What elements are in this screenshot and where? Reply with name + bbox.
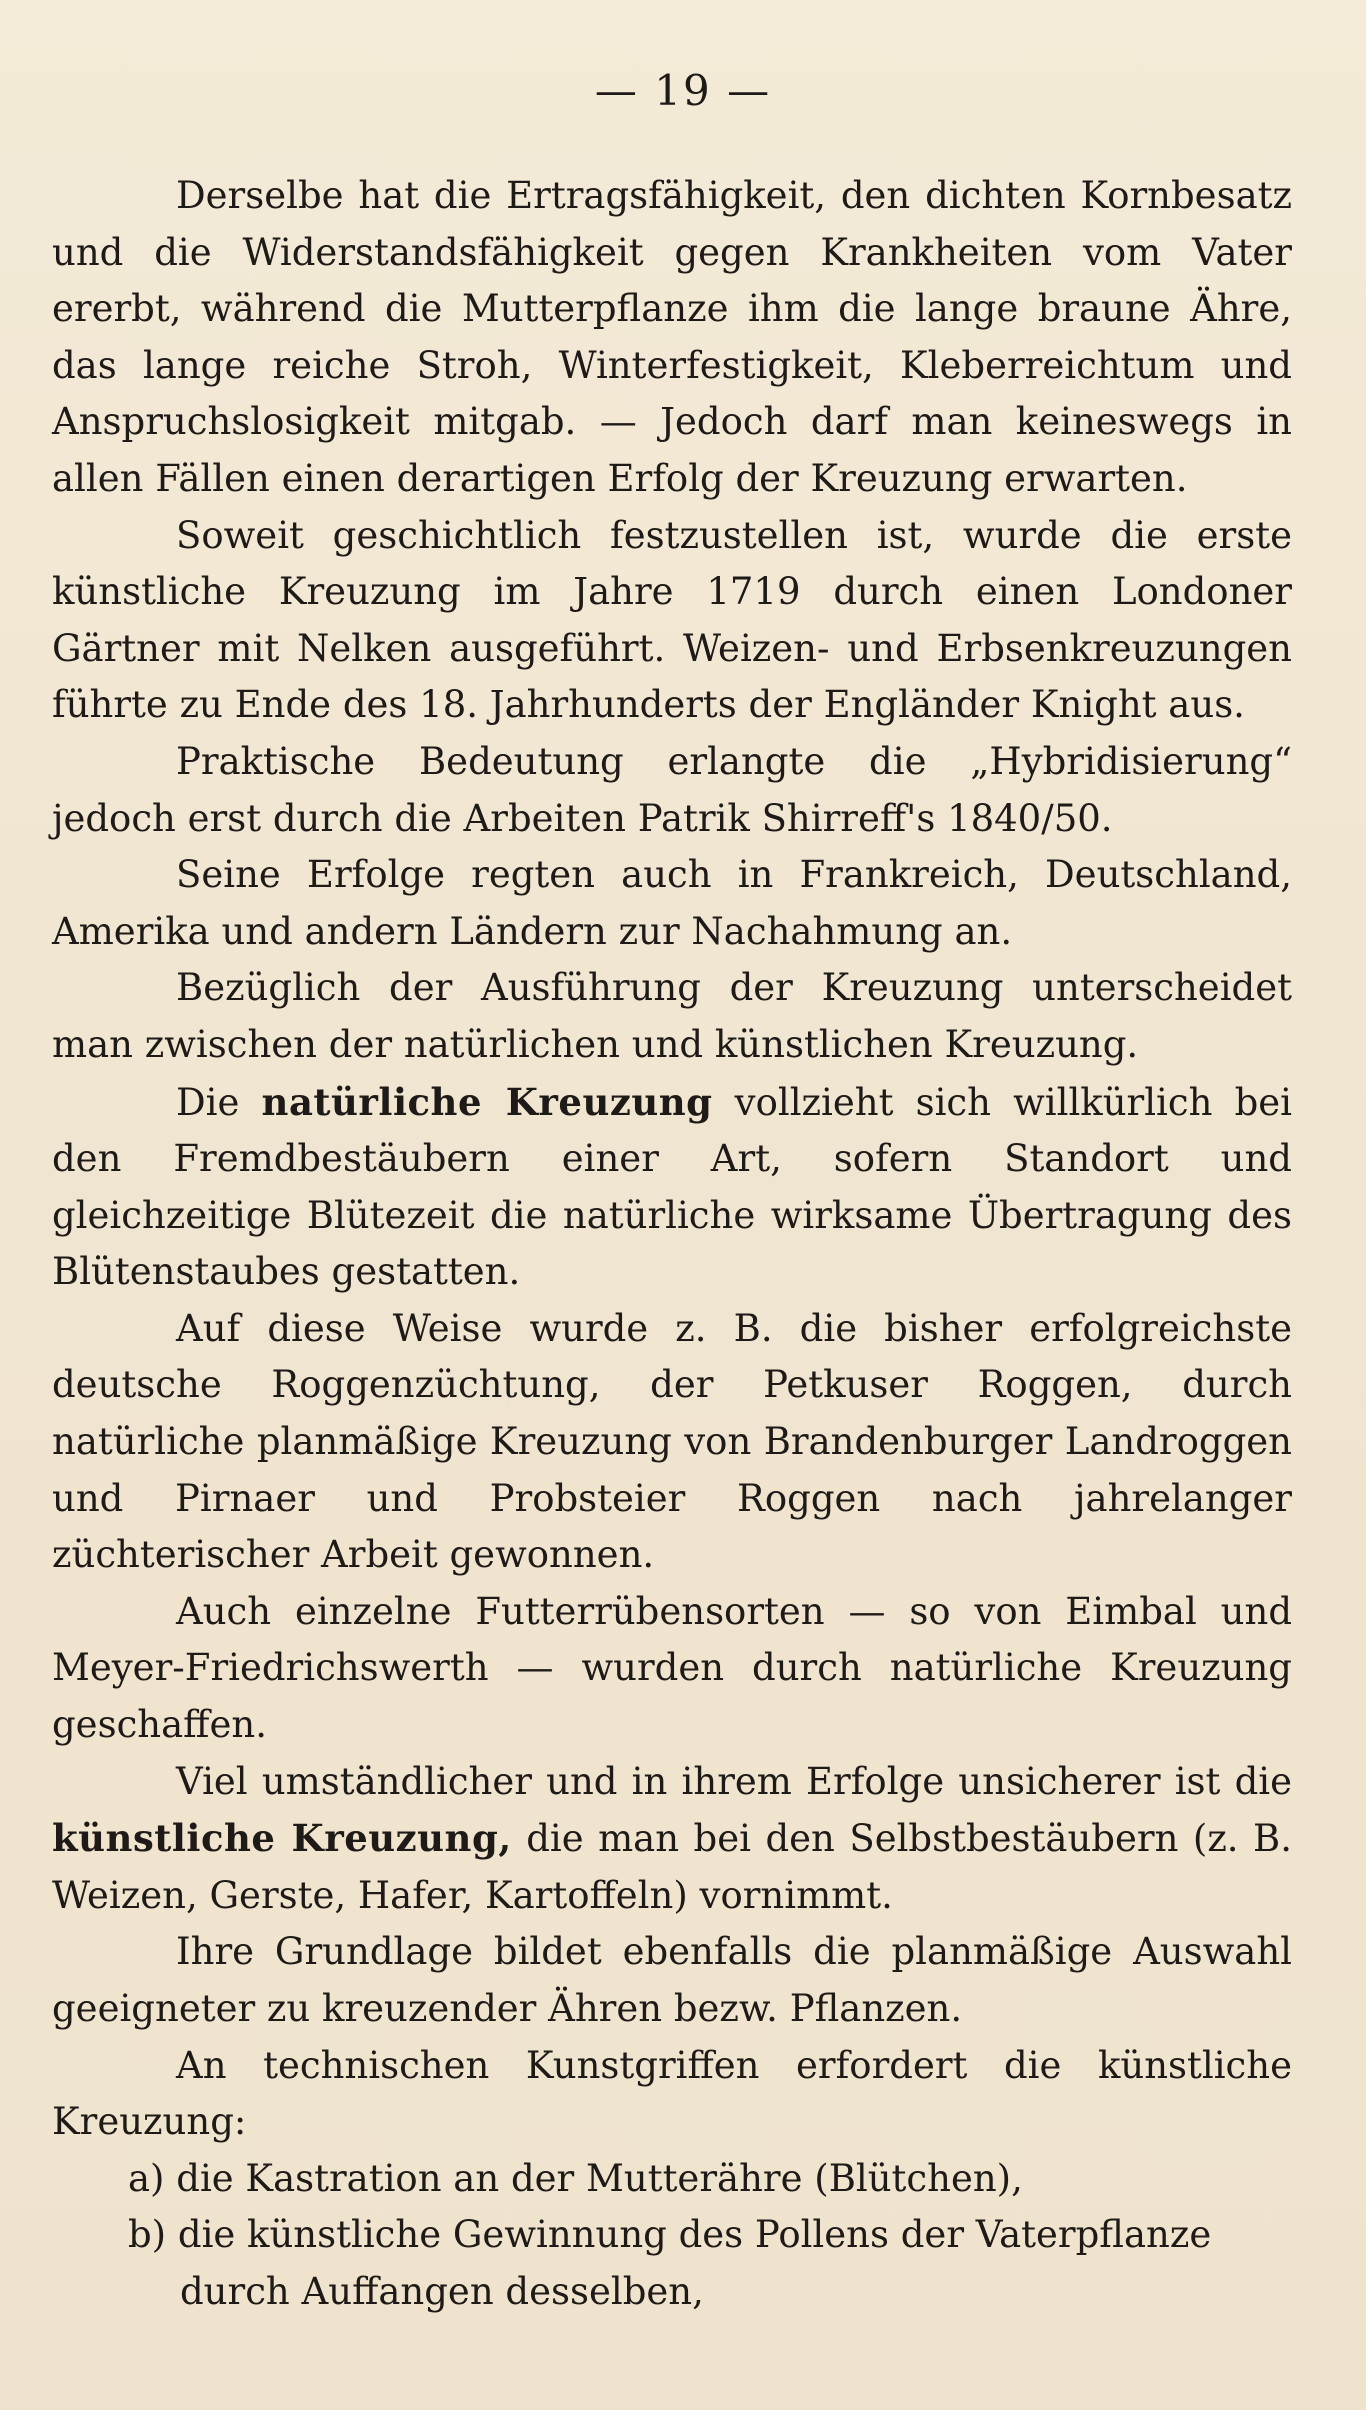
paragraph-4: Seine Erfolge regten auch in Frankreich, Deutschland, Amerika und andern Ländern zur Nachahmung an. (52, 853, 1292, 953)
paragraph-9-rest: die man bei den Selbstbestäubern (z. B. Weizen, Gerste, Hafer, Kartoffeln) vornimmt. (52, 1817, 1293, 1917)
natural-crossing-term: natürliche Kreuzung (261, 1079, 713, 1124)
paragraph-8: Auch einzelne Futterrübensorten — so von Eimbal und Meyer-Friedrichswerth — wurden durch natürliche Kreuzung geschaffen. (52, 1589, 1292, 1747)
paragraph-9-lead: Viel umständlicher und in ihrem Erfolge unsicherer ist die (176, 1759, 1292, 1803)
paragraph-7: Auf diese Weise wurde z. B. die bisher erfolgreichste deutsche Roggenzüchtung, der Petkuser Roggen, durch natürliche planmäßige Kreuzung von Brandenburger Landroggen und Pirnaer und Probsteier Roggen nach jahrelanger züchterischer Arbeit gewonnen. (52, 1306, 1292, 1577)
paragraph-3: Praktische Bedeutung erlangte die „Hybridisierung“ jedoch erst durch die Arbeiten Patrik Shirreff's 1840/50. (52, 739, 1292, 840)
paragraph-6-lead: Die (176, 1080, 262, 1124)
paragraph-2: Soweit geschichtlich festzustellen ist, wurde die erste künstliche Kreuzung im Jahre 1719 durch einen Londoner Gärtner mit Nelken ausgeführt. Weizen- und Erbsenkreuzungen führte zu Ende des 18. Jahrhunderts der Engländer Knight aus. (52, 513, 1292, 727)
list-item-a: a) die Kastration an der Mutterähre (Blütchen), (128, 2156, 1023, 2200)
paragraph-6-rest: vollzieht sich willkürlich bei den Fremdbestäubern einer Art, sofern Standort und gleichzeitige Blütezeit die natürliche wirksame Übertragung des Blütenstaubes gestatten. (52, 1080, 1292, 1294)
paragraph-11: An technischen Kunstgriffen erfordert die künstliche Kreuzung: (52, 2043, 1292, 2144)
body-text (52, 168, 1292, 2321)
paragraph-6 (52, 1074, 1292, 1301)
paragraph-1: Derselbe hat die Ertragsfähigkeit, den dichten Kornbesatz und die Widerstandsfähigkeit gegen Krankheiten vom Vater ererbt, während die Mutterpflanze ihm die lange braune Ähre, das lange reiche Stroh, Winterfestigkeit, Kleberreichtum und Anspruchslosigkeit mitgab. — Jedoch darf man keineswegs in allen Fällen einen derartigen Erfolg der Kreuzung erwarten. (52, 174, 1292, 500)
paragraph-10: Ihre Grundlage bildet ebenfalls die planmäßige Auswahl geeigneter zu kreuzender Ähren bezw. Pflanzen. (52, 1930, 1292, 2030)
paragraph-9 (52, 1754, 1292, 1925)
artificial-crossing-term: künstliche Kreuzung, (52, 1816, 512, 1861)
page-number: — 19 — (594, 66, 772, 115)
paragraph-5: Bezüglich der Ausführung der Kreuzung unterscheidet man zwischen der natürlichen und künstlichen Kreuzung. (52, 966, 1292, 1066)
list-item-b: b) die künstliche Gewinnung des Pollens der Vaterpflanze durch Auffangen desselben, (128, 2213, 1212, 2313)
